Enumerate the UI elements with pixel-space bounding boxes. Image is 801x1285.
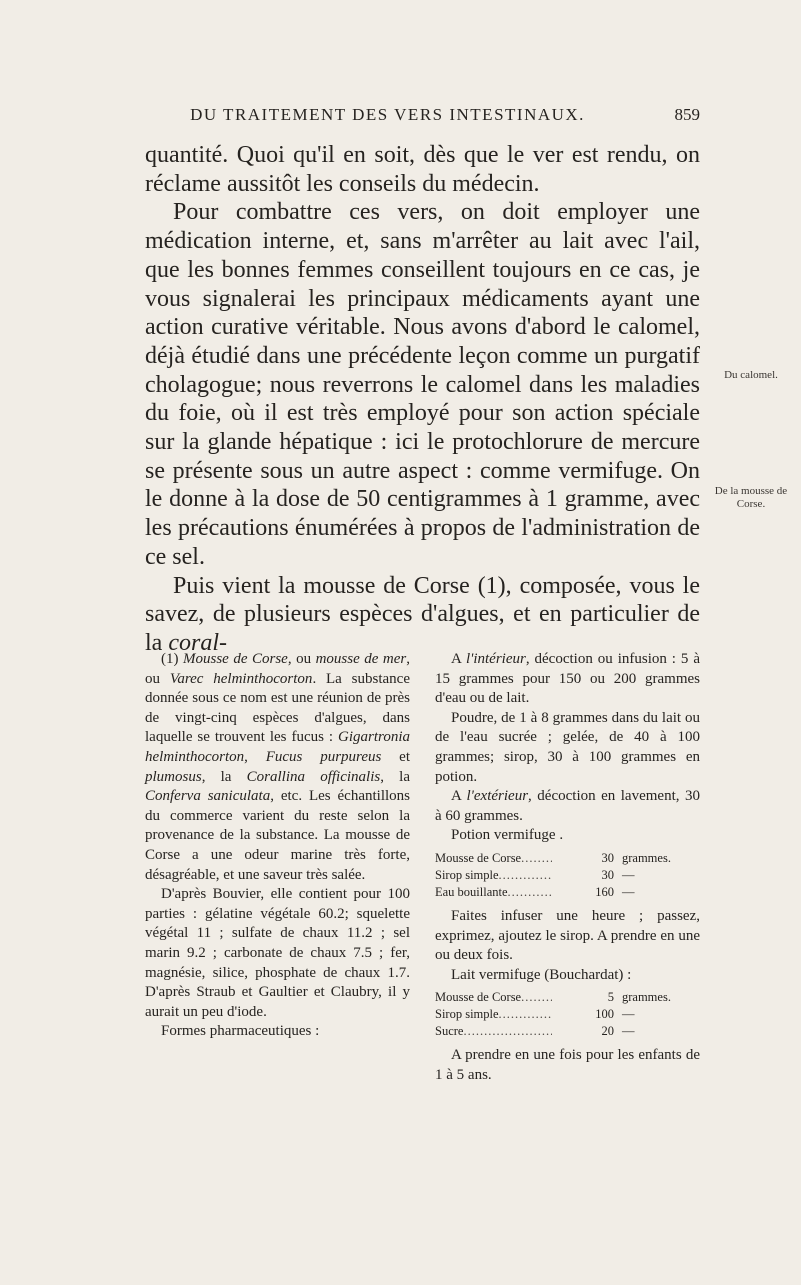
- recipe-unit: —: [622, 884, 635, 899]
- recipe-quantity: 30: [601, 867, 614, 882]
- footnote-text: ,: [244, 748, 266, 765]
- page-number: 859: [674, 105, 700, 124]
- footnote-text: , la: [380, 768, 410, 785]
- recipe-instructions: Faites infuser une heure ; passez, exprimez, ajoutez le sirop. A prendre en une ou deux fois.: [435, 907, 700, 964]
- footnote-column-right: [435, 650, 700, 1086]
- footnotes: [145, 650, 700, 1250]
- recipe-row: [435, 989, 700, 1006]
- footnote-internal-use: [435, 650, 700, 709]
- italic-term: Mousse de Corse: [183, 651, 288, 667]
- leader-dots: [508, 884, 552, 901]
- recipe-ingredient: Mousse de Corse: [435, 990, 522, 1005]
- recipe-title-lait: Lait vermifuge (Bouchardat) :: [451, 966, 632, 983]
- italic-term: mousse de mer: [315, 651, 407, 667]
- running-title: DU TRAITEMENT DES VERS INTESTINAUX.: [190, 105, 585, 124]
- italic-term: plumosus: [145, 768, 202, 785]
- recipe-ingredient: Sucre: [435, 1024, 464, 1039]
- recipe-unit: grammes.: [622, 990, 671, 1005]
- italic-term: l'intérieur: [465, 651, 526, 667]
- footnote-external-use: [435, 787, 700, 826]
- footnote-powder: Poudre, de 1 à 8 grammes dans du lait ou de l'eau sucrée ; gelée, de 40 à 100 grammes; sirop, 30 à 100 grammes en potion.: [435, 709, 700, 785]
- footnote-column-left: [145, 650, 410, 1042]
- footnote-composition: D'après Bouvier, elle contient pour 100 parties : gélatine végétale 60.2; squelette végétal 11 ; sulfate de chaux 11.2 ; sel marin 9.2 ; carbonate de chaux 7.5 ; fer, magnésie, silice, phosphate de chaux 1.7. D'après Straub et Gaultier et Claubry, il y aurait un peu d'iode.: [145, 886, 410, 1020]
- recipe-row: [435, 884, 700, 901]
- margin-note-calomel: Du calomel.: [724, 369, 778, 381]
- footnote-1-definition: [145, 650, 410, 885]
- recipe-unit: —: [622, 1024, 635, 1039]
- italic-term: Conferva saniculata: [145, 788, 271, 805]
- paragraph-mousse-text: Puis vient la mousse de Corse (1), composée, vous le savez, de plusieurs espèces d'algues, et en particulier de la: [145, 572, 700, 656]
- recipe-ingredient: Eau bouillante: [435, 884, 508, 899]
- main-text: [145, 141, 700, 658]
- recipe-dosage: A prendre en une fois pour les enfants de 1 à 5 ans.: [435, 1047, 700, 1083]
- footnote-text: , ou: [287, 651, 316, 667]
- recipe-quantity: 100: [595, 1007, 614, 1022]
- paragraph-vermifuge-medication: Pour combattre ces vers, on doit employer une médication interne, et, sans m'arrêter au lait avec l'ail, que les bonnes femmes conseillent toujours en ce cas, je vous signalerai les principaux médicaments ayant une action curative véritable. Nous avons d'abord le calomel, déjà étudié dans une précédente leçon comme un purgatif cholagogue; nous reverrons le calomel dans les maladies du foie, où il est très employé pour son action spéciale sur la glande hépatique : ici le protochlorure de mercure se présente sous un autre aspect : comme vermifuge. On le donne à la dose de 50 centigrammes à 1 gramme, avec les précautions énumérées à propos de l'administration de ce sel.: [145, 199, 700, 570]
- margin-note-mousse: De la mousse de Corse.: [714, 485, 788, 510]
- footnote-text: A: [451, 651, 466, 667]
- recipe-row: [435, 850, 700, 867]
- recipe-quantity: 5: [607, 990, 614, 1005]
- recipe-unit: grammes.: [622, 850, 671, 865]
- recipe-unit: —: [622, 867, 635, 882]
- footnote-text: . La substance donnée sous ce nom est une réunion de près de vingt-cinq espèces d'algues, dans laquelle se trouvent les fucus :: [145, 670, 410, 746]
- recipe-unit: —: [622, 1007, 635, 1022]
- leader-dots: [463, 1023, 552, 1040]
- footnote-text: , etc. Les échantillons du commerce varient du reste selon la provenance de la substance. La mousse de Corse a une odeur marine très forte, désagréable, et une saveur très salée.: [145, 788, 410, 883]
- paragraph-mousse-de-corse: [145, 572, 700, 658]
- recipe-ingredient: Mousse de Corse: [435, 850, 522, 865]
- italic-coral: coral-: [168, 629, 227, 656]
- footnote-text: , décoction en lavement, 30 à 60 grammes.: [435, 788, 700, 824]
- italic-term: Gigartronia helminthocorton: [145, 729, 410, 765]
- leader-dots: [521, 850, 552, 867]
- footnote-forms-heading: Formes pharmaceutiques :: [161, 1023, 320, 1040]
- recipe-title-potion: Potion vermifuge .: [451, 827, 564, 844]
- footnote-text: , décoction ou infusion : 5 à 15 grammes pour 150 ou 200 grammes d'eau ou de lait.: [435, 651, 700, 707]
- recipe-quantity: 160: [595, 884, 614, 899]
- recipe-quantity: 30: [601, 850, 614, 865]
- recipe-potion-vermifuge: [435, 850, 700, 901]
- recipe-quantity: 20: [601, 1024, 614, 1039]
- footnote-marker: (1): [161, 651, 183, 667]
- leader-dots: [499, 1006, 552, 1023]
- recipe-row: [435, 1006, 700, 1023]
- recipe-row: [435, 1023, 700, 1040]
- recipe-ingredient: Sirop simple: [435, 867, 499, 882]
- footnote-text: , ou: [145, 651, 410, 687]
- footnote-text: , la: [201, 768, 247, 785]
- recipe-row: [435, 867, 700, 884]
- leader-dots: [521, 989, 552, 1006]
- leader-dots: [499, 867, 552, 884]
- recipe-lait-vermifuge: [435, 989, 700, 1040]
- footnote-text: et: [381, 748, 410, 765]
- italic-term: l'extérieur: [466, 788, 529, 805]
- footnote-text: A: [451, 788, 467, 805]
- paragraph-continuation: quantité. Quoi qu'il en soit, dès que le ver est rendu, on réclame aussitôt les conseils du médecin.: [145, 142, 700, 197]
- italic-term: Corallina officinalis: [246, 768, 381, 785]
- italic-term: Varec helminthocorton: [169, 670, 313, 687]
- italic-term: Fucus purpureus: [265, 748, 382, 765]
- page-header: [145, 103, 700, 127]
- recipe-ingredient: Sirop simple: [435, 1007, 499, 1022]
